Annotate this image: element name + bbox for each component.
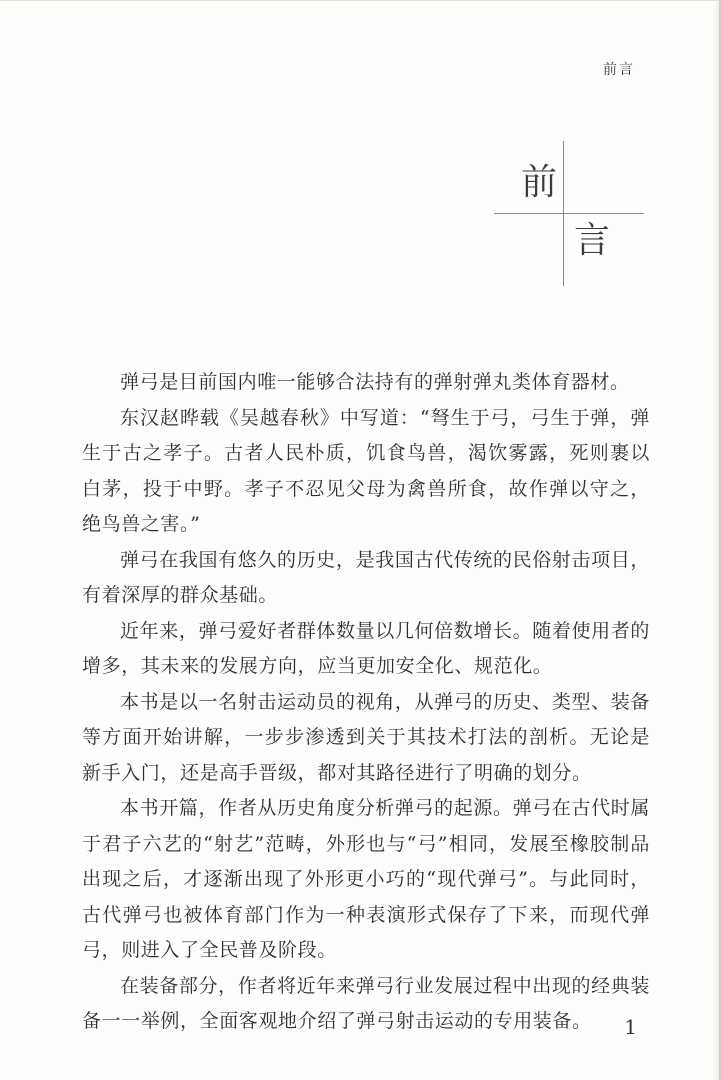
- paragraph: 东汉赵晔载《吴越春秋》中写道：“弩生于弓，弓生于弹，弹生于古之孝子。古者人民朴质，饥食鸟兽，渴饮雾露，死则裹以白茅，投于中野。孝子不忍见父母为禽兽所食，故作弹以守之，绝鸟兽之害。”: [82, 406, 650, 535]
- paragraph: 弹弓在我国有悠久的历史，是我国古代传统的民俗射击项目，有着深厚的群众基础。: [82, 548, 650, 606]
- paragraph: 近年来，弹弓爱好者群体数量以几何倍数增长。随着使用者的增多，其未来的发展方向，应当更加安全化、规范化。: [82, 619, 650, 677]
- chapter-title-block: [494, 141, 644, 291]
- paragraph: 在装备部分，作者将近年来弹弓行业发展过程中出现的经典装备一一举例，全面客观地介绍了弹弓射击运动的专用装备。: [82, 974, 650, 1032]
- body-text: [82, 365, 650, 1040]
- page-number: 1: [624, 1015, 637, 1039]
- page-edge-shadow: [713, 1, 719, 1080]
- chapter-title-char-1: 前: [521, 162, 558, 203]
- paragraph: 弹弓是目前国内唯一能够合法持有的弹射弹丸类体育器材。: [120, 371, 630, 393]
- paragraph: 本书是以一名射击运动员的视角，从弹弓的历史、类型、装备等方面开始讲解，一步步渗透到关于其技术打法的剖析。无论是新手入门，还是高手晋级，都对其路径进行了明确的划分。: [82, 690, 650, 784]
- title-vertical-rule: [563, 141, 564, 286]
- paragraph: 本书开篇，作者从历史角度分析弹弓的起源。弹弓在古代时属于君子六艺的“射艺”范畴，外形也与“弓”相同，发展至橡胶制品出现之后，才逐渐出现了外形更小巧的“现代弹弓”。与此同时，古代弹弓也被体育部门作为一种表演形式保存了下来，而现代弹弓，则进入了全民普及阶段。: [82, 797, 650, 961]
- running-header: 前言: [603, 62, 635, 78]
- title-horizontal-rule: [494, 213, 644, 214]
- chapter-title-char-2: 言: [574, 220, 611, 261]
